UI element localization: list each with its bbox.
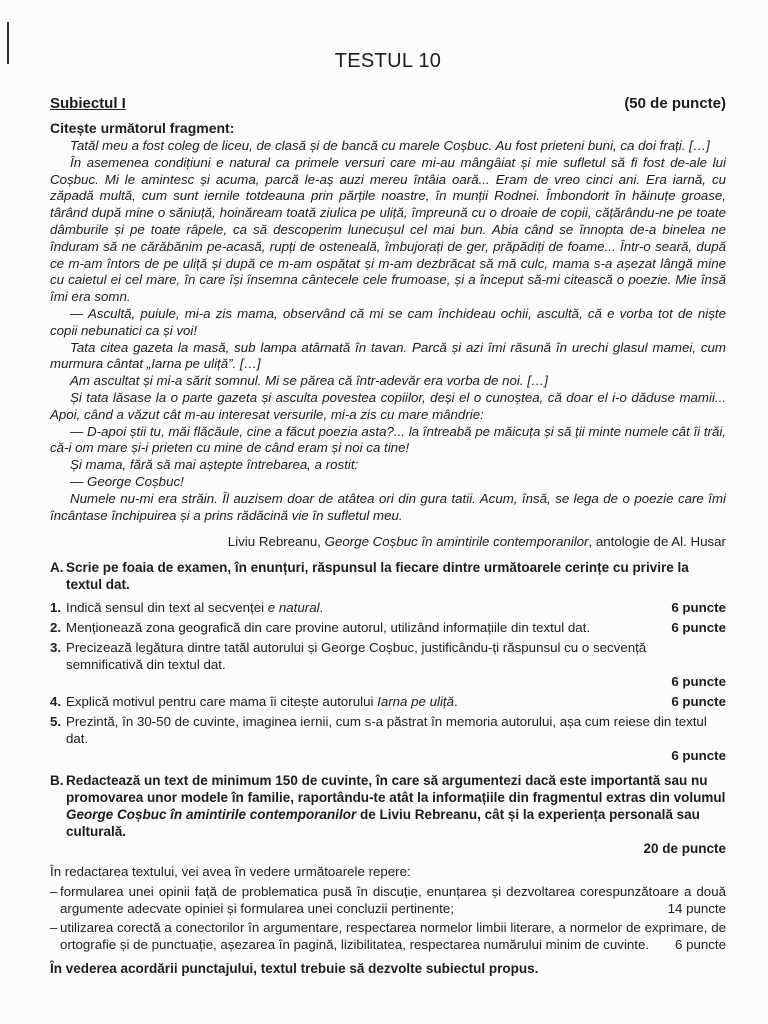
- section-b-letter: B.: [50, 773, 64, 789]
- question-after: .: [454, 694, 458, 710]
- question-points: 6 puncte: [671, 620, 726, 636]
- section-a-text: Scrie pe foaia de examen, în enunțuri, răspunsul la fiecare dintre următoarele cerințe cu privire la textul dat.: [66, 560, 689, 593]
- section-b-points: 20 de puncte: [643, 841, 726, 857]
- guidelines-intro: În redactarea textului, vei avea în vedere următoarele repere:: [50, 864, 411, 880]
- passage-paragraph: — Ascultă, puiule, mi-a zis mama, observând că mi se cam închideau ochii, ascultă, că e vorba tot de niște copii nebunatici ca și voi!: [50, 305, 726, 338]
- question-number: 1.: [50, 600, 62, 616]
- question-points: 6 puncte: [671, 748, 726, 764]
- read-heading: Citește următorul fragment:: [50, 120, 235, 136]
- question-item: [50, 713, 726, 764]
- dash-bullet: –: [50, 884, 58, 900]
- section-a-heading: [50, 559, 726, 593]
- question-italic: Iarna pe uliță: [377, 694, 455, 710]
- passage-paragraph: — D-apoi știi tu, măi flăcăule, cine a făcut poezia asta?... la întreabă pe măicuța și să ții minte numele cât îi trăi, că-i om mare și-i prieten cu mine de când eram și noi ca tine!: [50, 423, 726, 456]
- passage-paragraph: Și tata lăsase la o parte gazeta și asculta povestea copiilor, deși el o cunoștea, că doar el i-o dăduse mamii... Apoi, când a văzut cât m-au interesat versurile, mi-a zis cu mare mândrie:: [50, 389, 726, 422]
- section-b-text-after: de Liviu Rebreanu, cât și la experiența personală sau culturală.: [66, 807, 700, 840]
- question-number: 2.: [50, 620, 62, 636]
- question-points: 6 puncte: [671, 600, 726, 616]
- source-work: George Coșbuc în amintirile contemporanilor: [324, 534, 589, 550]
- question-text: Precizează legătura dintre tatăl autorului și George Coșbuc, justificându-ți răspunsul cu o secvență semnificativă din textul dat.: [66, 640, 647, 673]
- exam-page: [50, 50, 726, 976]
- final-note: În vederea acordării punctajului, textul trebuie să dezvolte subiectul propus.: [50, 961, 539, 977]
- passage-paragraph: În asemenea condițiuni e natural ca primele versuri care mi-au mângâiat și mie sufletul să fi fost de-ale lui Coșbuc. Mi le amintesc și acuma, parcă le-aș auzi mereu întâia oară... Eram de vreo cinci ani. Era iarnă, cu zăpadă multă, cum sunt iernile totdeauna prin părțile noastre, în munții Rodnei. Îmbondorit în hăinuțe groase, târând după mine o săniuță, hoinăream toată ziulica pe uliță, împreună cu o droaie de copii, cățărându-ne pe toate dâmburile și pe toate râpele, ca să descoperim lunecușul cel mai bun. Abia când se înnopta de-a binelea ne înduram să ne cărăbănim pe-acasă, rupți de osteneală, îmbujorați de ger, prăpădiți de foame... Într-o seară, după ce m-am întors de pe uliță și după ce m-am ospătat și m-am dezbrăcat să mă culc, mama s-a așezat lângă mine cu caietul ei cel mare, în care își însemna cântecele cele frumoase, și a început să-mi citească o poezie. Mie însă îmi era somn.: [50, 154, 726, 305]
- source-rest: , antologie de Al. Husar: [588, 534, 726, 550]
- guideline-points: 6 puncte: [674, 937, 726, 953]
- question-text: Explică motivul pentru care mama îi citește autorului: [66, 694, 378, 710]
- passage-paragraph: Tatăl meu a fost coleg de liceu, de clasă și de bancă cu marele Coșbuc. Au fost prieteni buni, ca doi frați. […]: [70, 138, 710, 153]
- question-number: 3.: [50, 640, 62, 656]
- question-item: [50, 619, 726, 636]
- section-b-text: Redactează un text de minimum 150 de cuvinte, în care să argumentezi dacă este importantă sau nu promovarea unor modele în familie, raportându-te atât la informațiile din fragmentul extras din volumul: [66, 773, 726, 806]
- page-title: TESTUL 10: [334, 50, 442, 72]
- question-item: [50, 639, 726, 690]
- question-item: [50, 693, 726, 710]
- source-citation: [50, 534, 726, 549]
- question-text: Menționează zona geografică din care provine autorul, utilizând informațiile din textul dat.: [66, 620, 591, 636]
- subject-label: Subiectul I: [50, 95, 126, 112]
- question-points: 6 puncte: [671, 694, 726, 710]
- section-a-letter: A.: [50, 560, 64, 576]
- question-after: .: [319, 600, 324, 616]
- question-number: 4.: [50, 694, 62, 710]
- passage-paragraph: Am ascultat și mi-a sărit somnul. Mi se părea că într-adevăr era vorba de noi. […]: [70, 373, 548, 389]
- question-text: Prezintă, în 30-50 de cuvinte, imaginea iernii, cum s-a păstrat în memoria autorului, așa cum reiese din textul dat.: [66, 714, 707, 747]
- guideline-item: [50, 883, 726, 917]
- guideline-text: utilizarea corectă a conectorilor în argumentare, respectarea normelor limbii literare, a normelor de exprimare, de ortografie și de punctuație, așezarea în pagină, lizibilitatea, respectarea numărului minim de cuvinte.: [60, 920, 726, 953]
- passage-paragraph: Și mama, fără să mai aștepte întrebarea, a rostit:: [70, 457, 359, 473]
- guideline-text: formularea unei opinii față de problematica pusă în discuție, enunțarea și dezvoltarea corespunzătoare a două argumente adecvate opiniei și formularea unei concluzii pertinente;: [60, 884, 726, 917]
- question-text: Indică sensul din text al secvenței: [66, 600, 268, 616]
- question-item: [50, 599, 726, 616]
- passage: [50, 138, 726, 524]
- guideline-points: 14 puncte: [667, 901, 726, 917]
- passage-paragraph: — George Coșbuc!: [70, 473, 184, 489]
- question-points: 6 puncte: [671, 674, 726, 690]
- question-italic: e natural: [267, 600, 320, 616]
- scan-margin-mark: [7, 22, 9, 64]
- question-number: 5.: [50, 714, 62, 730]
- subject-points: (50 de puncte): [624, 95, 726, 112]
- section-b-work-title: George Coșbuc în amintirile contemporanilor: [66, 807, 357, 823]
- subject-header: [50, 95, 726, 112]
- dash-bullet: –: [50, 920, 58, 936]
- guideline-item: [50, 919, 726, 953]
- source-author: Liviu Rebreanu,: [227, 534, 325, 550]
- question-list: [50, 599, 726, 764]
- passage-paragraph: Tata citea gazeta la masă, sub lampa atârnată în tavan. Parcă și azi îmi răsună în urechi glasul mamei, cum murmura cântat „Iarna pe uliță”. […]: [50, 339, 726, 372]
- section-b-heading: [50, 772, 726, 857]
- passage-paragraph: Numele nu-mi era străin. Îl auzisem doar de atâtea ori din gura tatii. Acum, însă, se lega de o poezie care îmi încântase închipuirea și a prins rădăcină vie în sufletul meu.: [50, 490, 726, 523]
